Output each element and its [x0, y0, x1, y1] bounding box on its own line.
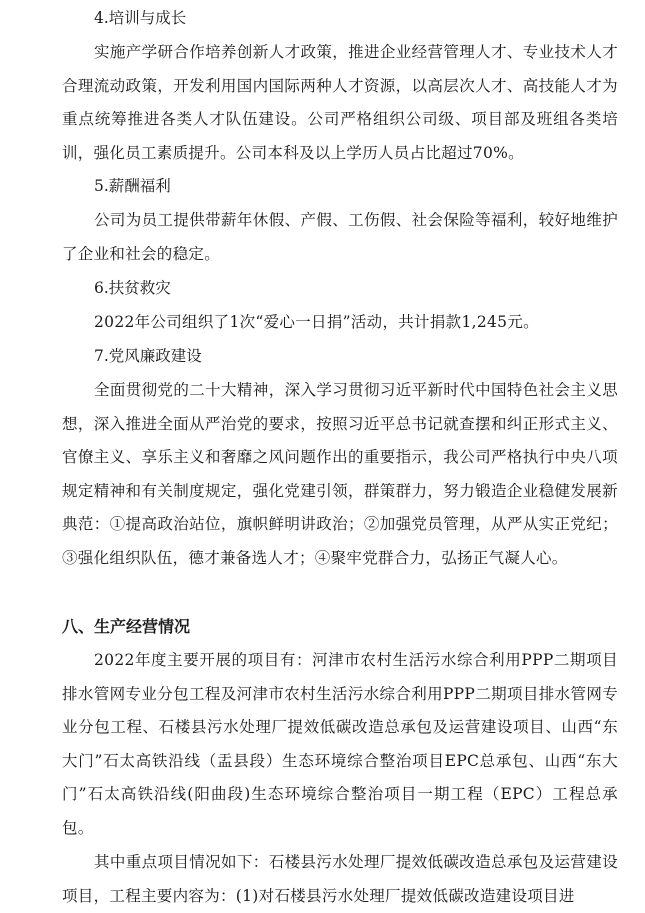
paragraph-poverty: 2022年公司组织了1次“爱心一日捐”活动，共计捐款1,245元。 [94, 313, 539, 331]
section-title-production: 八、生产经营情况 [62, 617, 191, 636]
heading-training: 4.培训与成长 [94, 9, 187, 27]
paragraph-welfare: 公司为员工提供带薪年休假、产假、工伤假、社会保险等福利，较好地维护了企业和社会的稳定。 [62, 211, 618, 263]
paragraph-training: 实施产学研合作培养创新人才政策，推进企业经营管理人才、专业技术人才合理流动政策，开发利用国内国际两种人才资源，以高层次人才、高技能人才为重点统筹推进各类人才队伍建设。公司严格组织公司级、项目部及班组各类培训，强化员工素质提升。公司本科及以上学历人员占比超过70%。 [62, 43, 618, 162]
heading-poverty: 6.扶贫救灾 [94, 279, 171, 297]
heading-welfare: 5.薪酬福利 [94, 177, 171, 195]
paragraph-key-projects: 其中重点项目情况如下：石楼县污水处理厂提效低碳改造总承包及运营建设项目，工程主要内容为：(1)对石楼县污水处理厂提效低碳改造建设项目进 [62, 853, 618, 905]
heading-party: 7.党风廉政建设 [94, 347, 202, 365]
paragraph-party: 全面贯彻党的二十大精神，深入学习贯彻习近平新时代中国特色社会主义思想，深入推进全面从严治党的要求，按照习近平总书记就查摆和纠正形式主义、官僚主义、享乐主义和奢靡之风问题作出的重要指示，我公司严格执行中央八项规定精神和有关制度规定，强化党建引领，群策群力，努力锻造企业稳健发展新典范：①提高政治站位，旗帜鲜明讲政治；②加强党员管理，从严从实正党纪；③强化组织队伍，德才兼备选人才；④聚牢党群合力，弘扬正气凝人心。 [62, 381, 618, 567]
paragraph-projects: 2022年度主要开展的项目有：河津市农村生活污水综合利用PPP二期项目排水管网专业分包工程及河津市农村生活污水综合利用PPP二期项目排水管网专业分包工程、石楼县污水处理厂提效低碳改造总承包及运营建设项目、山西“东大门”石太高铁沿线（盂县段）生态环境综合整治项目EPC总承包、山西“东大门”石太高铁沿线(阳曲段)生态环境综合整治项目一期工程（EPC）工程总承包。 [62, 651, 618, 837]
